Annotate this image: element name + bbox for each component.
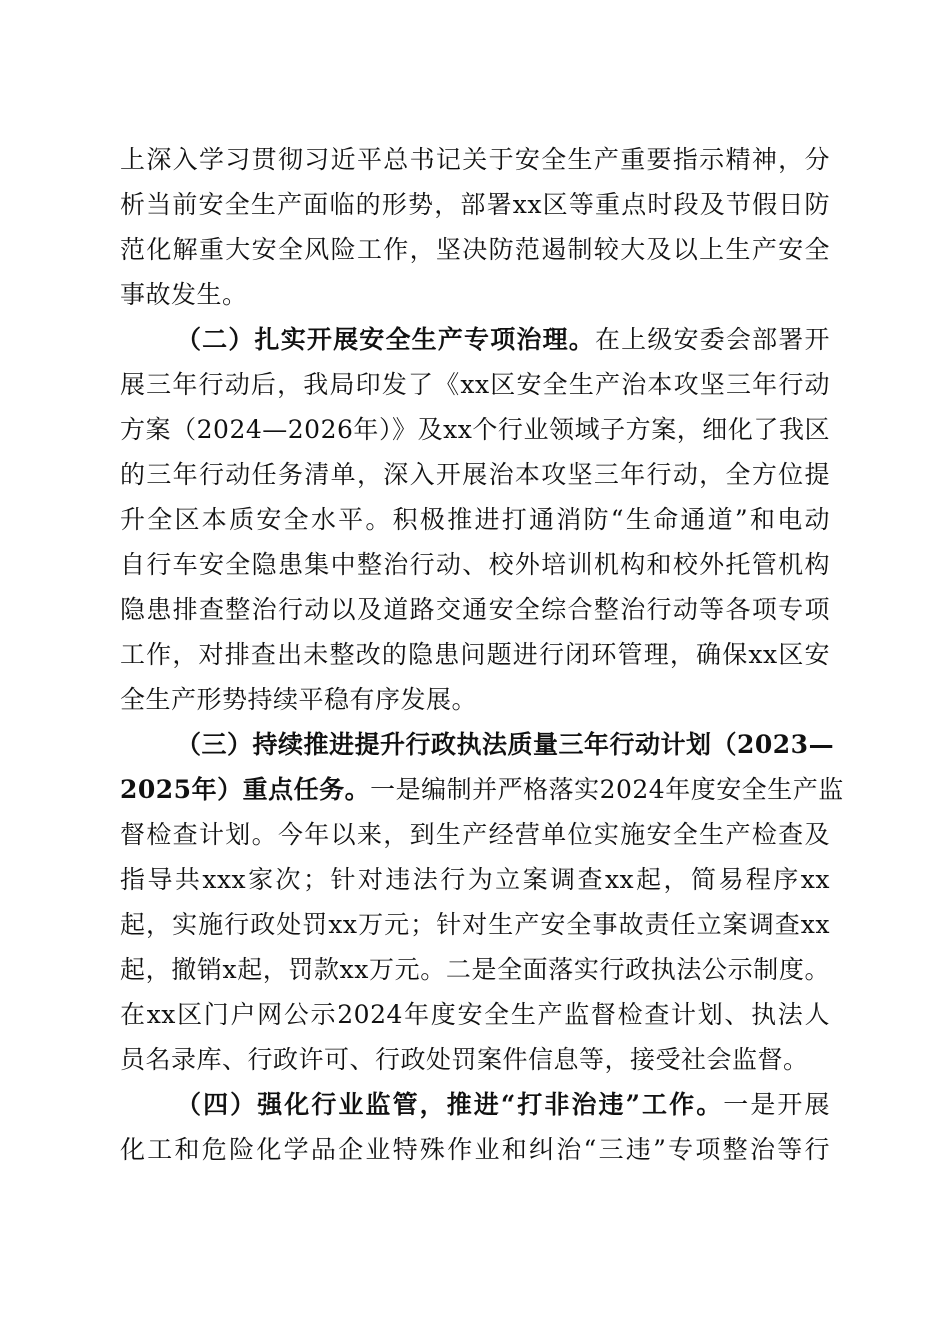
- p4-line-2: 化工和危险化学品企业特殊作业和纠治“三违”专项整治等行: [120, 1135, 830, 1164]
- p4-heading: （四）强化行业监管，推进“打非治违”工作。: [176, 1090, 724, 1119]
- p4-line-1: [176, 1085, 830, 1125]
- p2-line-5: 升全区本质安全水平。积极推进打通消防“生命通道”和电动: [120, 505, 830, 534]
- p2-line-8: 工作，对排查出未整改的隐患问题进行闭环管理，确保xx区安: [120, 640, 830, 669]
- p2-line-4: 的三年行动任务清单，深入开展治本攻坚三年行动，全方位提: [120, 460, 830, 489]
- p2-line-7: 隐患排查整治行动以及道路交通安全综合整治行动等各项专项: [120, 595, 830, 624]
- p3-line-2: [120, 770, 844, 810]
- p1-line-1: 上深入学习贯彻习近平总书记关于安全生产重要指示精神，分: [120, 145, 830, 174]
- p3-line-4: 指导共xxx家次；针对违法行为立案调查xx起，简易程序xx: [120, 865, 830, 894]
- p3-heading-line-1: （三）持续推进提升行政执法质量三年行动计划（2023—: [176, 730, 835, 759]
- p3-second-rest: 一是编制并严格落实2024年度安全生产监: [370, 775, 844, 804]
- p3-line-7: 在xx区门户网公示2024年度安全生产监督检查计划、执法人: [120, 1000, 830, 1029]
- p2-line-3: 方案（2024—2026年）》及xx个行业领域子方案，细化了我区: [120, 415, 830, 444]
- p2-heading: （二）扎实开展安全生产专项治理。: [176, 325, 595, 354]
- p3-line-8: 员名录库、行政许可、行政处罚案件信息等，接受社会监督。: [120, 1045, 809, 1074]
- p2-line-2: 展三年行动后，我局印发了《xx区安全生产治本攻坚三年行动: [120, 370, 830, 399]
- p1-line-3: 范化解重大安全风险工作，坚决防范遏制较大及以上生产安全: [120, 235, 830, 264]
- p3-line-5: 起，实施行政处罚xx万元；针对生产安全事故责任立案调查xx: [120, 910, 830, 939]
- p3-line-3: 督检查计划。今年以来，到生产经营单位实施安全生产检查及: [120, 820, 830, 849]
- p2-first-rest: 在上级安委会部署开: [594, 325, 830, 354]
- p1-line-4: 事故发生。: [120, 280, 248, 309]
- p2-line-1: [176, 320, 830, 360]
- p4-first-rest: 一是开展: [723, 1090, 830, 1119]
- p2-line-6: 自行车安全隐患集中整治行动、校外培训机构和校外托管机构: [120, 550, 830, 579]
- p1-line-2: 析当前安全生产面临的形势，部署xx区等重点时段及节假日防: [120, 190, 830, 219]
- p3-line-6: 起，撤销x起，罚款xx万元。二是全面落实行政执法公示制度。: [120, 955, 830, 984]
- p3-heading-line-2: 2025年）重点任务。: [120, 775, 371, 804]
- p2-line-9: 全生产形势持续平稳有序发展。: [120, 685, 478, 714]
